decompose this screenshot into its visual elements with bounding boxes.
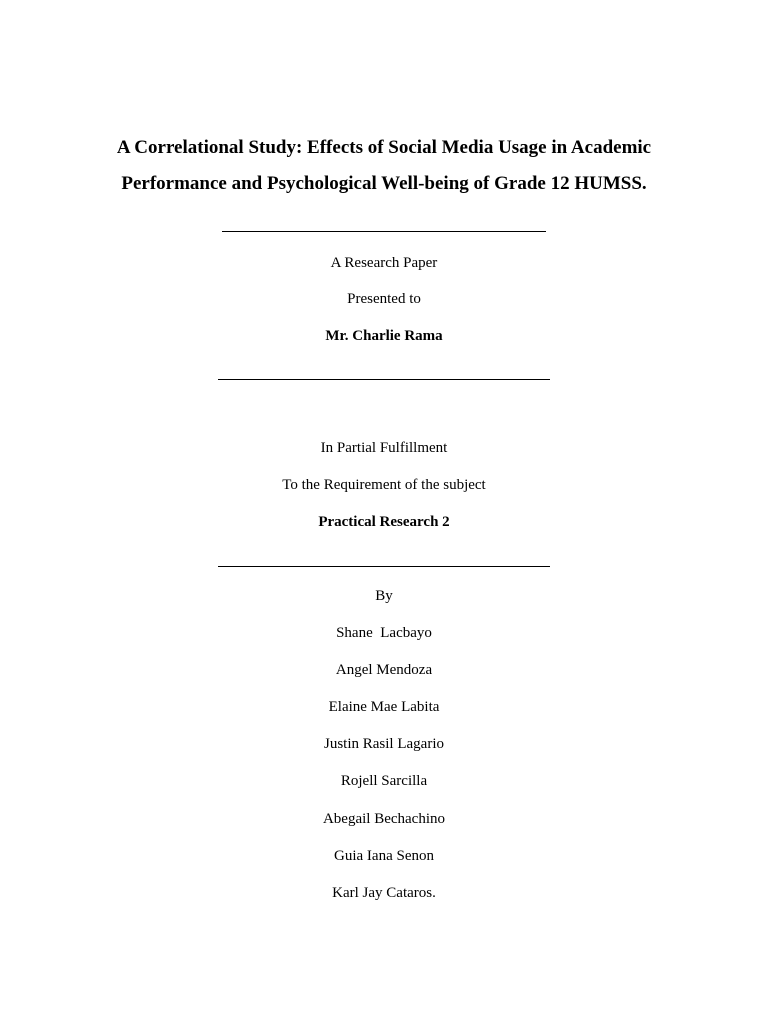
author-name: Guia Iana Senon [334, 848, 434, 864]
title-line-2: Performance and Psychological Well-being of Grade 12 HUMSS. [121, 173, 647, 194]
author-name: Elaine Mae Labita [328, 699, 440, 715]
author-name: Justin Rasil Lagario [324, 736, 444, 752]
divider-1 [222, 231, 546, 232]
divider-3 [218, 566, 550, 567]
recipient-name: Mr. Charlie Rama [325, 328, 443, 344]
author-name: Rojell Sarcilla [340, 773, 428, 789]
author-name: Shane Lacbayo [336, 625, 432, 641]
author-name: Abegail Bechachino [322, 811, 446, 827]
subject-name: Practical Research 2 [318, 514, 450, 530]
author-name: Angel Mendoza [335, 662, 433, 678]
fulfillment-line-1: In Partial Fulfillment [320, 440, 448, 456]
title-line-1: A Correlational Study: Effects of Social Media Usage in Academic [116, 137, 652, 158]
paper-type: A Research Paper [330, 255, 438, 271]
fulfillment-line-2: To the Requirement of the subject [282, 477, 486, 493]
author-name: Karl Jay Cataros. [332, 885, 436, 901]
by-label: By [375, 588, 393, 604]
presented-to-label: Presented to [347, 291, 421, 307]
divider-2 [218, 379, 550, 380]
